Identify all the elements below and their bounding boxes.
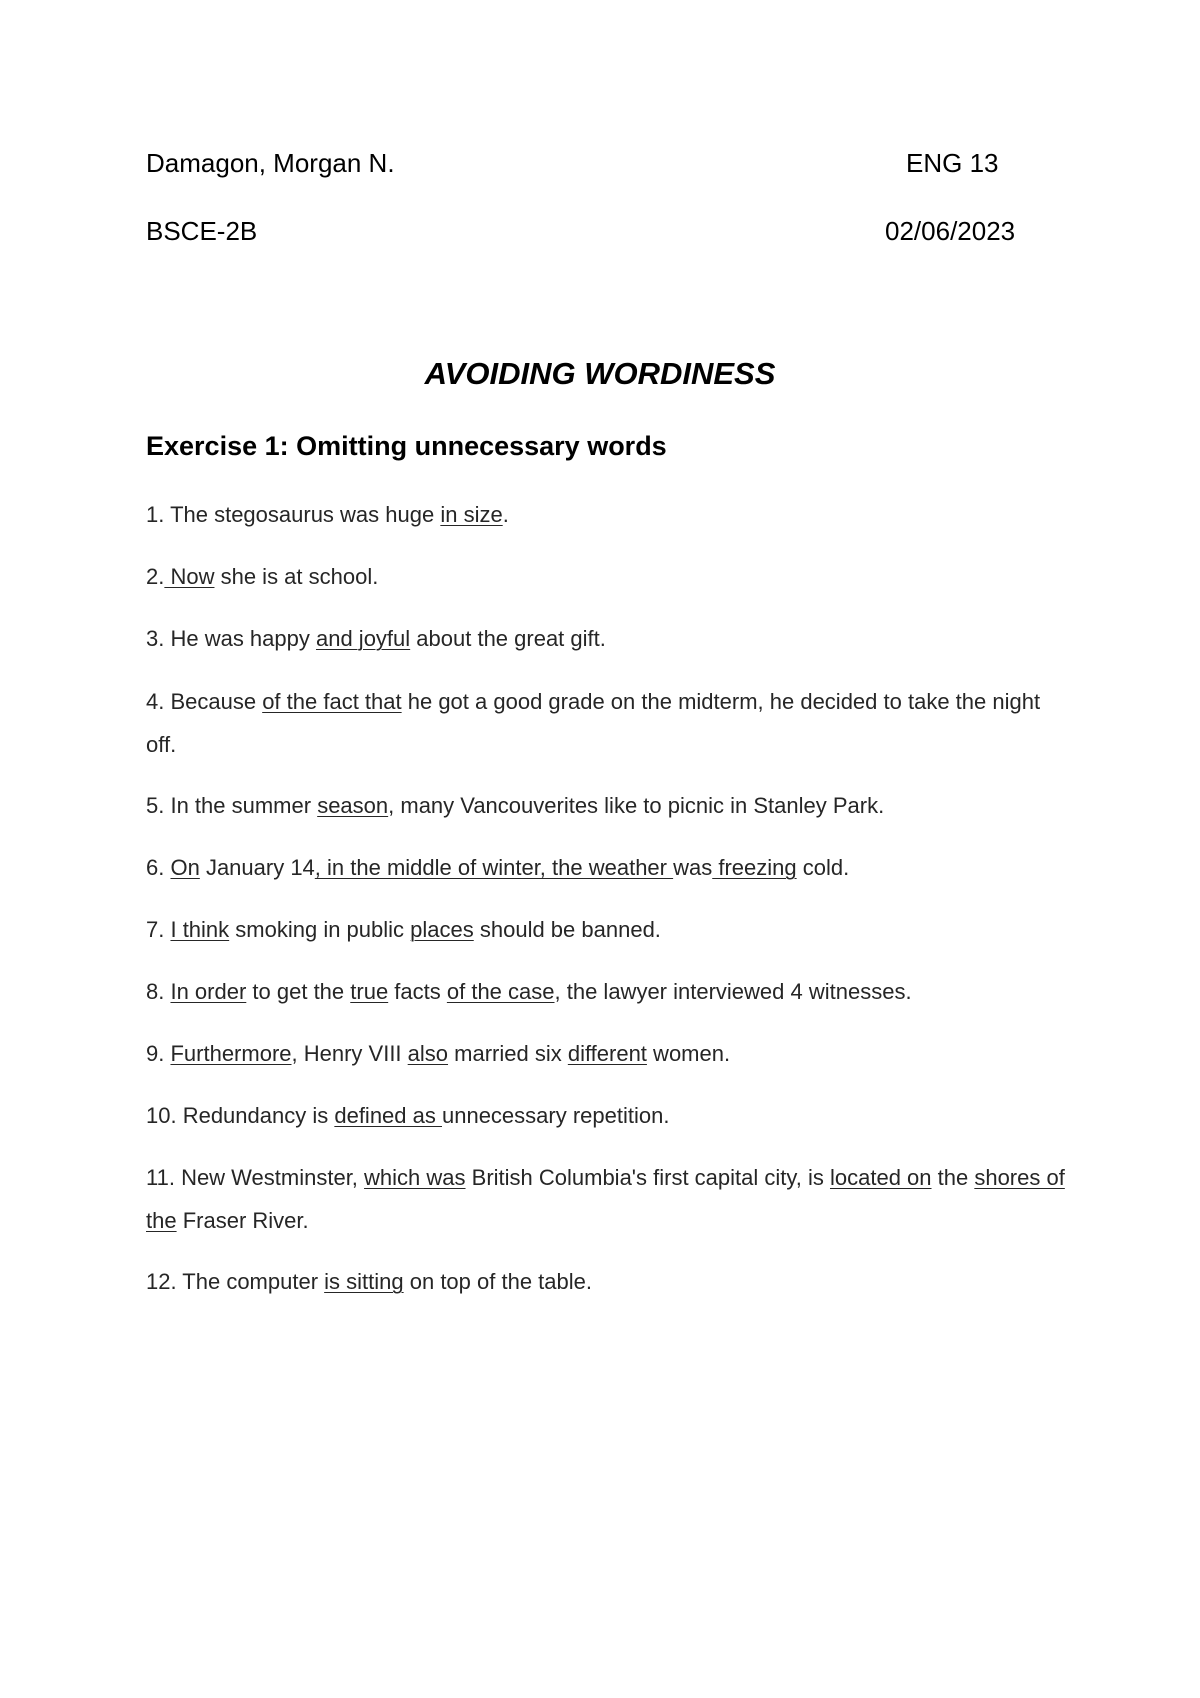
underlined-phrase: which was	[364, 1165, 466, 1190]
item-text: 7.	[146, 917, 171, 942]
underlined-phrase: shores of the	[146, 1165, 1065, 1233]
item-text: January 14	[199, 855, 315, 880]
underlined-phrase: is sitting	[324, 1269, 404, 1294]
exercise-item	[146, 970, 1066, 1013]
exercise-item	[146, 1156, 1066, 1242]
item-text: 9.	[146, 1041, 171, 1066]
underlined-phrase: freezing	[712, 855, 797, 880]
item-text: .	[502, 502, 509, 527]
student-section: BSCE-2B	[146, 216, 258, 246]
underlined-phrase: defined as	[334, 1103, 442, 1128]
underlined-phrase: true	[350, 979, 389, 1004]
student-name: Damagon, Morgan N.	[146, 148, 395, 178]
item-text: she is at school.	[214, 564, 379, 589]
exercise-item	[146, 493, 1066, 536]
item-text: about the great gift.	[410, 626, 606, 651]
item-text: 12. The computer	[146, 1269, 325, 1294]
underlined-phrase: different	[567, 1041, 647, 1066]
item-text: 11. New Westminster,	[146, 1165, 365, 1190]
underlined-phrase: , in the middle of winter, the weather	[314, 855, 674, 880]
exercise-item	[146, 1032, 1066, 1075]
underlined-phrase: Now	[164, 564, 215, 589]
item-text: women.	[646, 1041, 731, 1066]
item-text: 10. Redundancy is	[146, 1103, 335, 1128]
item-text: 5. In the summer	[146, 793, 318, 818]
item-text: 8.	[146, 979, 171, 1004]
exercise-item	[146, 784, 1066, 827]
item-text: married six	[448, 1041, 568, 1066]
exercise-item	[146, 846, 1066, 889]
item-text: should be banned.	[473, 917, 661, 942]
submission-date: 02/06/2023	[885, 216, 1016, 246]
item-text: British Columbia's first capital city, is	[465, 1165, 830, 1190]
item-text: facts	[388, 979, 447, 1004]
item-text: , Henry VIII	[291, 1041, 408, 1066]
underlined-phrase: I think	[170, 917, 230, 942]
item-text: unnecessary repetition.	[441, 1103, 670, 1128]
exercise-item	[146, 617, 1066, 660]
item-text: 6.	[146, 855, 171, 880]
exercise-item	[146, 1260, 1066, 1303]
item-text: , many Vancouverites like to picnic in Stanley Park.	[388, 793, 885, 818]
underlined-phrase: of the fact that	[262, 689, 402, 714]
document-title: AVOIDING WORDINESS	[424, 356, 776, 391]
underlined-phrase: and joyful	[315, 626, 411, 651]
item-text: on top of the table.	[403, 1269, 592, 1294]
underlined-phrase: On	[170, 855, 200, 880]
underlined-phrase: also	[407, 1041, 449, 1066]
underlined-phrase: in size	[440, 502, 503, 527]
exercise-item	[146, 555, 1066, 598]
exercise-heading: Exercise 1: Omitting unnecessary words	[146, 431, 667, 461]
item-text: 4. Because	[146, 689, 263, 714]
course-code: ENG 13	[906, 148, 999, 178]
item-text: 3. He was happy	[146, 626, 316, 651]
underlined-phrase: located on	[829, 1165, 932, 1190]
underlined-phrase: places	[410, 917, 474, 942]
underlined-phrase: of the case	[446, 979, 555, 1004]
item-text: was	[673, 855, 713, 880]
item-text: 2.	[146, 564, 165, 589]
item-text: he got a good grade on the midterm, he decided to take the night off.	[146, 689, 1041, 757]
item-text: to get the	[246, 979, 351, 1004]
item-text: smoking in public	[229, 917, 411, 942]
exercise-item	[146, 908, 1066, 951]
underlined-phrase: In order	[170, 979, 247, 1004]
item-text: , the lawyer interviewed 4 witnesses.	[554, 979, 912, 1004]
item-text: 1. The stegosaurus was huge	[146, 502, 441, 527]
exercise-item	[146, 1094, 1066, 1137]
item-text: the	[931, 1165, 975, 1190]
underlined-phrase: Furthermore	[170, 1041, 292, 1066]
item-text: cold.	[796, 855, 850, 880]
underlined-phrase: season	[317, 793, 389, 818]
item-text: Fraser River.	[176, 1208, 309, 1233]
exercise-item	[146, 680, 1066, 766]
